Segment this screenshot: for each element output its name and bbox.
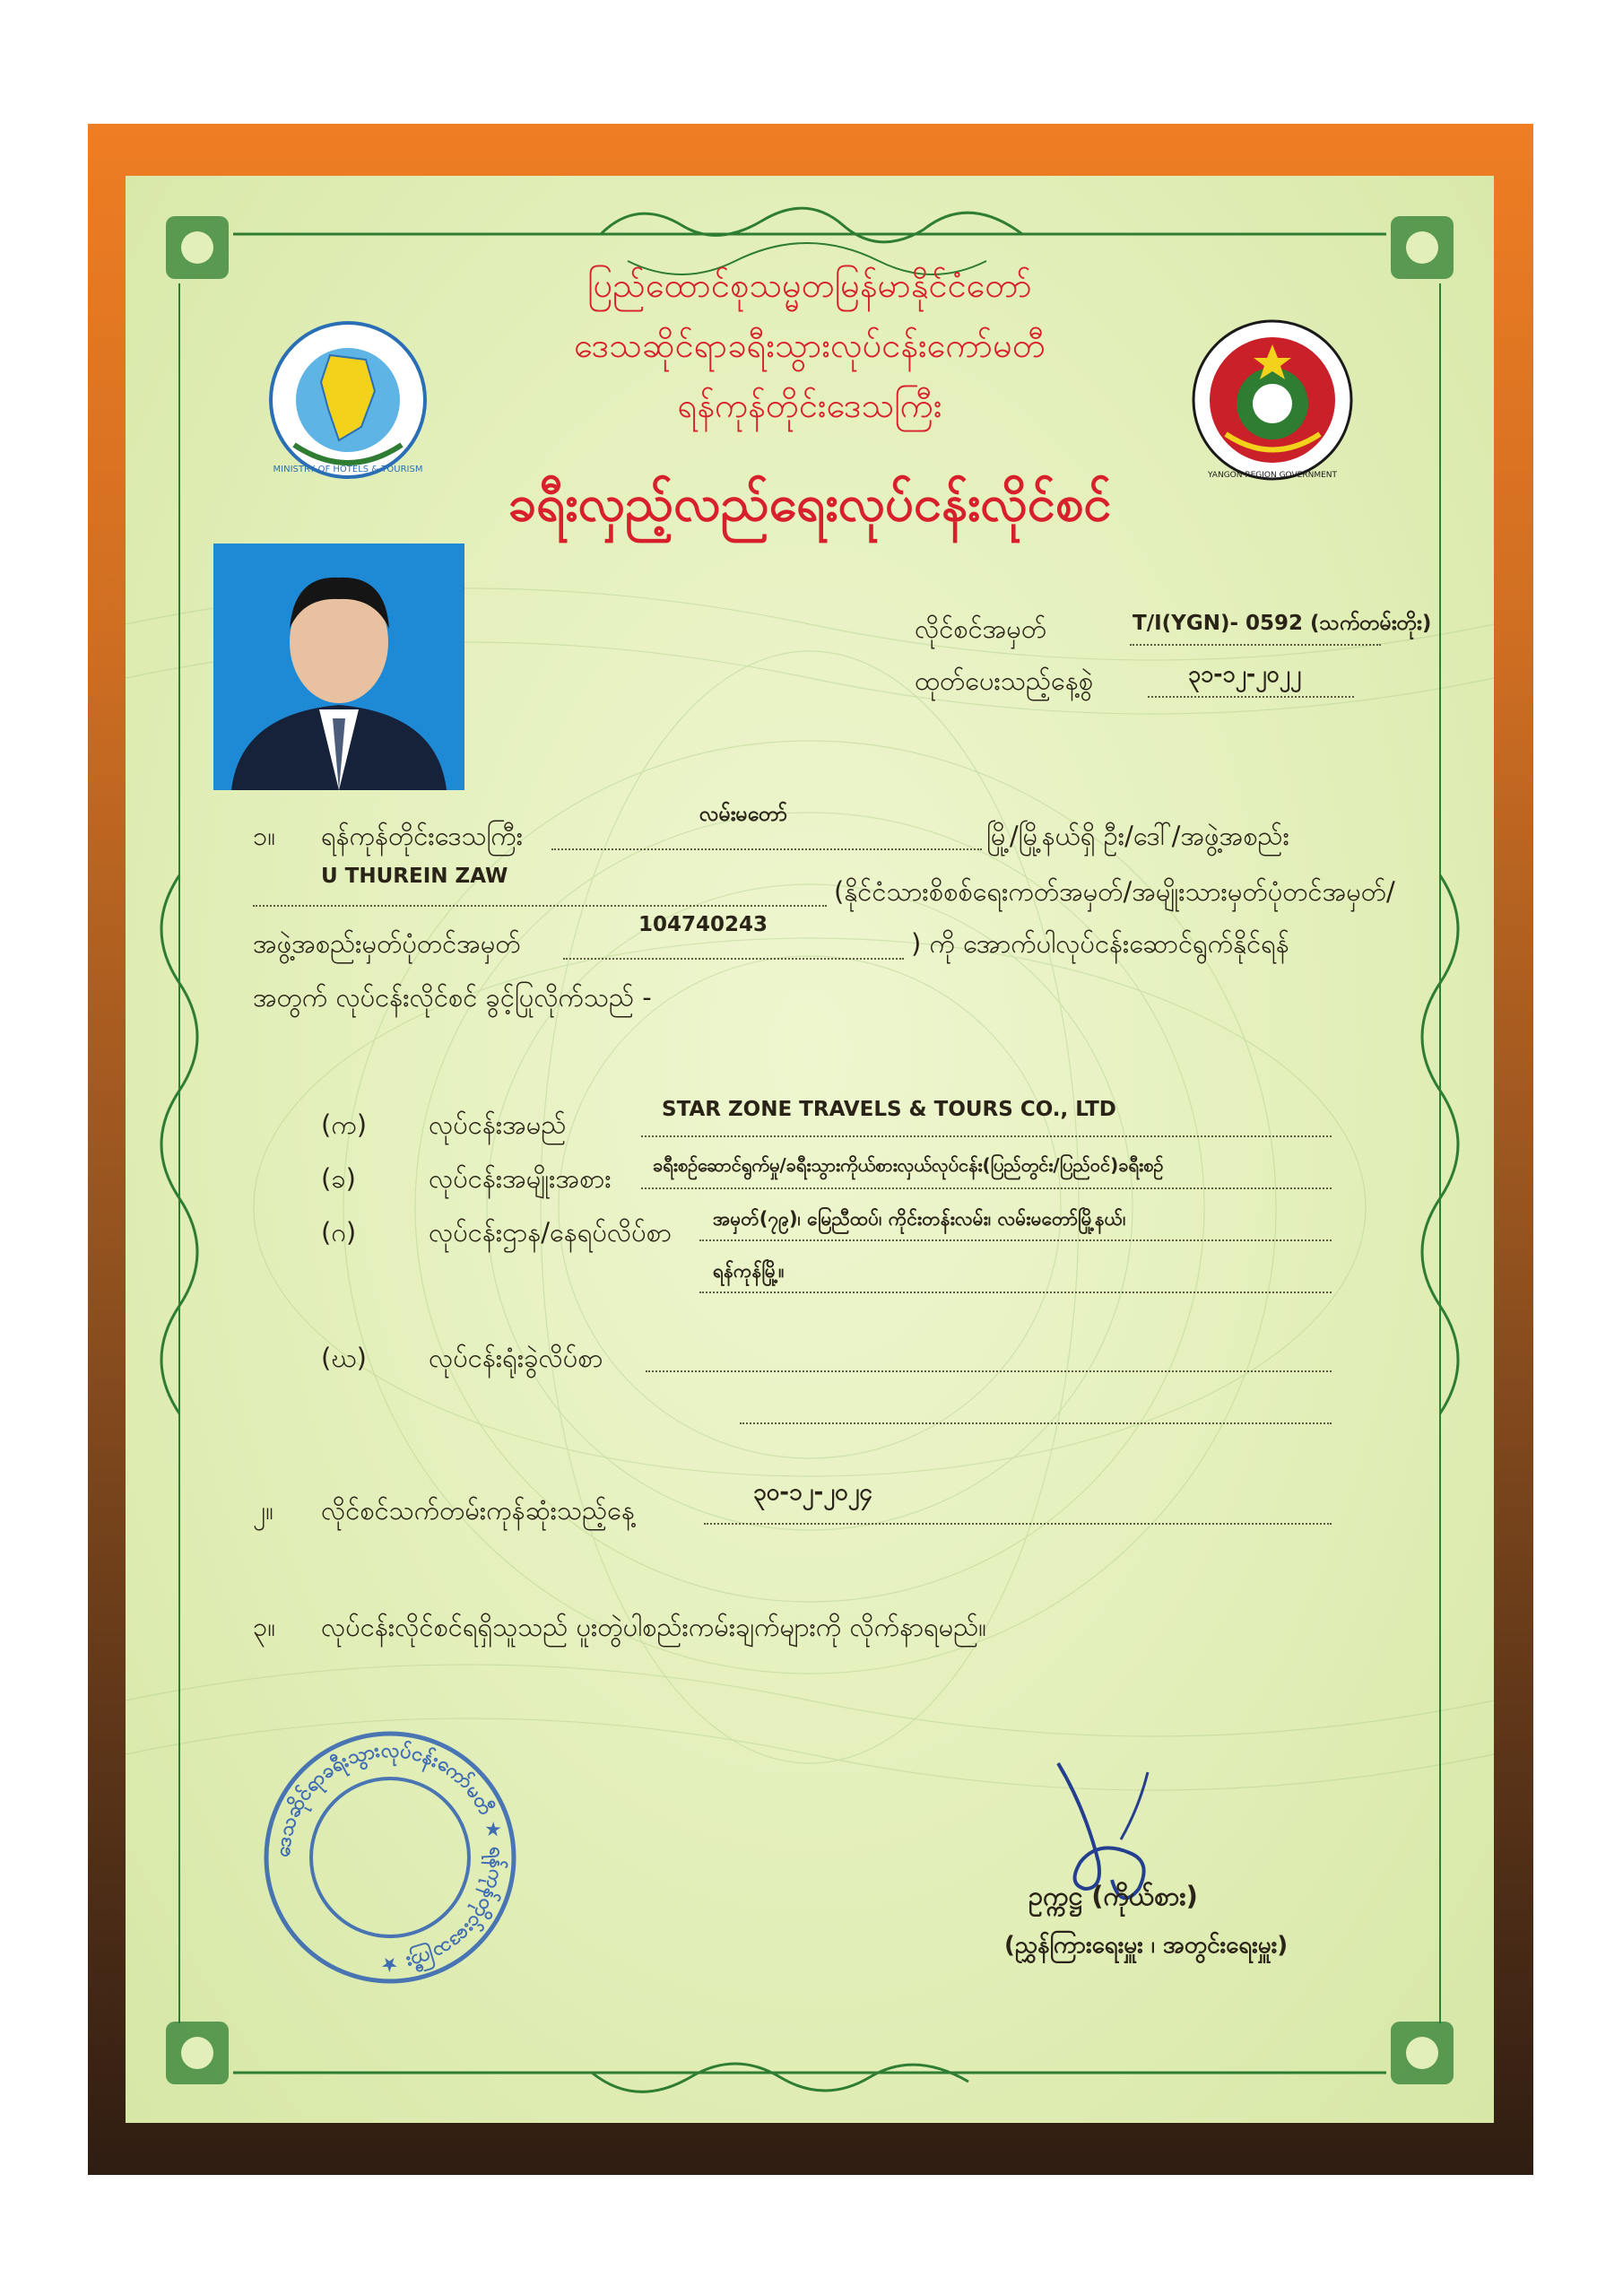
right-seal-text: YANGON REGION GOVERNMENT (1208, 471, 1337, 480)
expiry-date: ၃၀-၁၂-၂၀၂၄ (753, 1479, 873, 1506)
expiry-label: လိုင်စင်သက်တမ်းကုန်ဆုံးသည့်နေ့ (321, 1495, 635, 1526)
branch-address-line (646, 1370, 1332, 1372)
clause-3-number: ၃။ (253, 1612, 276, 1642)
clause-1-township: လမ်းမတော် (699, 803, 788, 826)
id-label: (နိုင်ငံသားစိစစ်ရေးကတ်အမှတ်/အမျိုးသားမှတ်ပုံတင်အမှတ်/ (834, 876, 1395, 907)
business-type-line (641, 1187, 1332, 1189)
business-address-2: ရန်ကုန်မြို့။ (713, 1260, 785, 1282)
business-address-line-2 (699, 1292, 1332, 1293)
svg-text:ဒေသဆိုင်ရာခရီးသွားလုပ်ငန်းကော် (273, 1739, 510, 1977)
stamp-text: ဒေသဆိုင်ရာခရီးသွားလုပ်ငန်းကော်မတီ ★ ရန်ကုန်တိုင်းဒေသကြီး ★ (272, 1739, 508, 1976)
holder-photo (213, 544, 464, 790)
yangon-region-government-logo (1190, 317, 1356, 483)
expiry-line (704, 1523, 1332, 1525)
header-line-2: ဒေသဆိုင်ရာခရီးသွားလုပ်ငန်းကော်မတီ (574, 326, 1046, 365)
clause-3-text: လုပ်ငန်းလိုင်စင်ရရှိသူသည် ပူးတွဲပါစည်းကမ်းချက်များကို လိုက်နာရမည်။ (321, 1612, 987, 1642)
business-type: ခရီးစဉ်ဆောင်ရွက်မှု/ခရီးသွားကိုယ်စားလှယ်လုပ်ငန်း(ပြည်တွင်း/ပြည်ဝင်)ခရီးစဉ် (653, 1154, 1164, 1176)
issue-date-value: ၃၁-၁၂-၂၀၂၂ (1188, 661, 1302, 687)
item-kha-label: လုပ်ငန်းအမျိုးအစား (429, 1163, 612, 1194)
grant-suffix: ) ကို အောက်ပါလုပ်ငန်းဆောင်ရွက်နိုင်ရန် (911, 928, 1289, 959)
item-ga-label: လုပ်ငန်းဌာန/နေရပ်လိပ်စာ (429, 1217, 672, 1248)
certificate-title: ခရီးလှည့်လည်ရေးလုပ်ငန်းလိုင်စင် (508, 474, 1112, 533)
org-reg-line (563, 958, 904, 960)
signatory-title: (ညွှန်ကြားရေးမှူး ၊ အတွင်းရေးမှူး) (1004, 1932, 1289, 1959)
ministry-of-hotels-tourism-logo (267, 319, 429, 481)
certificate-paper (126, 176, 1494, 2123)
holder-portrait-image (213, 544, 464, 790)
holder-name: U THUREIN ZAW (321, 865, 508, 888)
signatory-role: ဥက္ကဋ္ဌ (ကိုယ်စား) (1028, 1881, 1198, 1911)
committee-stamp (260, 1727, 520, 1987)
org-reg-label: အဖွဲ့အစည်းမှတ်ပုံတင်အမှတ် (253, 928, 521, 959)
clause-2-number: ၂။ (253, 1495, 274, 1526)
item-kha-key: (ခ) (321, 1163, 356, 1194)
township-line (551, 848, 982, 850)
clause-1-region: ရန်ကုန်တိုင်းဒေသကြီး (321, 821, 524, 851)
clause-1-township-suffix: မြို့/မြို့နယ်ရှိ ဦး/ဒေါ်/အဖွဲ့အစည်း (986, 821, 1289, 851)
org-reg-value: 104740243 (638, 913, 768, 936)
header-line-1: ပြည်ထောင်စုသမ္မတမြန်မာနိုင်ငံတော် (587, 265, 1032, 305)
item-gha-key: (ဃ) (321, 1343, 367, 1373)
grant-text: အတွက် လုပ်ငန်းလိုင်စင် ခွင့်ပြုလိုက်သည် - (253, 982, 652, 1013)
holder-name-line (253, 905, 827, 907)
business-address: အမှတ်(၇၉)၊ မြေညီထပ်၊ ကိုင်းတန်းလမ်း၊ လမ်းမတော်မြို့နယ်၊ (713, 1208, 1126, 1230)
business-address-line (699, 1239, 1332, 1241)
business-name: STAR ZONE TRAVELS & TOURS CO., LTD (662, 1098, 1116, 1121)
header-line-3: ရန်ကုန်တိုင်းဒေသကြီး (677, 386, 942, 425)
left-seal-text: MINISTRY OF HOTELS & TOURISM (273, 465, 423, 474)
issue-date-label: ထုတ်ပေးသည့်နေ့စွဲ (915, 665, 1094, 696)
license-number-line (1130, 644, 1381, 646)
item-ka-label: လုပ်ငန်းအမည် (429, 1109, 567, 1140)
clause-1-number: ၁။ (253, 821, 276, 851)
license-number-label: လိုင်စင်အမှတ် (915, 613, 1047, 644)
item-ga-key: (ဂ) (321, 1217, 357, 1248)
item-ka-key: (က) (321, 1109, 368, 1140)
branch-address-line-2 (740, 1422, 1332, 1424)
issue-date-line (1148, 696, 1354, 698)
business-name-line (641, 1135, 1332, 1137)
item-gha-label: လုပ်ငန်းရုံးခွဲလိပ်စာ (429, 1343, 603, 1373)
license-number-value: T/I(YGN)- 0592 (သက်တမ်းတိုး) (1133, 612, 1432, 635)
